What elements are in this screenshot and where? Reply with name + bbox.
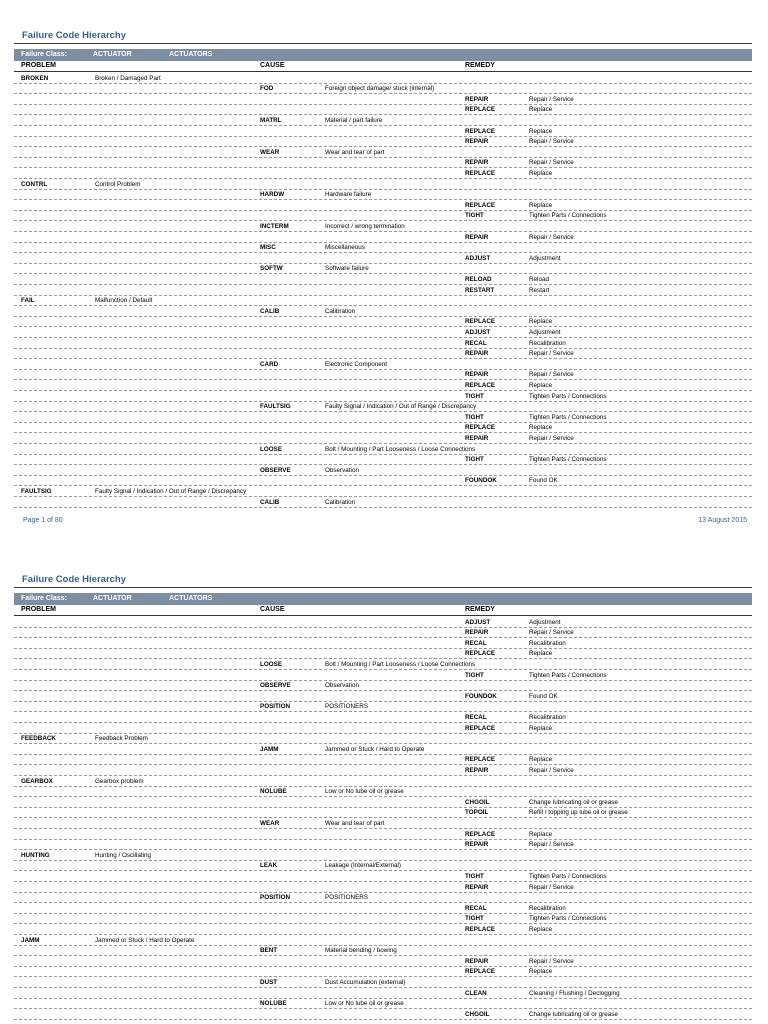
row-description: Repair / Service	[529, 629, 574, 637]
row-code: TIGHT	[465, 456, 484, 464]
row-code: REPAIR	[465, 841, 489, 849]
row-code: WEAR	[260, 819, 280, 827]
row-code: ADJUST	[465, 254, 491, 262]
table-row	[14, 808, 752, 819]
table-row	[14, 105, 752, 116]
row-description: Faulty Signal / Indication / Out of Range / Discrepancy	[325, 403, 477, 411]
failure-class-desc: ACTUATORS	[169, 51, 213, 58]
table-row	[14, 691, 752, 702]
table-row	[14, 723, 752, 734]
row-description: Replace	[529, 424, 553, 432]
row-description: Replace	[529, 381, 553, 389]
row-description: Recalibration	[529, 713, 566, 721]
row-description: Electronic Component	[325, 360, 387, 368]
row-code: LOOSE	[260, 445, 283, 453]
table-row	[14, 455, 752, 466]
row-code: RECAL	[465, 339, 487, 347]
row-code: LOOSE	[260, 660, 283, 668]
row-description: Tighten Parts / Connections	[529, 915, 607, 923]
table-row	[14, 988, 752, 999]
row-code: CALIB	[260, 307, 280, 315]
row-description: Malfunction / Default	[95, 297, 153, 305]
row-description: Low or No lube oil or grease	[325, 788, 404, 796]
table-row	[14, 903, 752, 914]
table-row	[14, 423, 752, 434]
column-header	[14, 605, 752, 616]
row-description: Broken / Damaged Part	[95, 74, 161, 82]
table-row	[14, 380, 752, 391]
row-description: Calibration	[325, 307, 356, 315]
row-description: Low or No lube oil or grease	[325, 1000, 404, 1008]
row-description: Wear and tear of part	[325, 148, 385, 156]
row-description: Material bending / bowing	[325, 947, 397, 955]
table-row	[14, 306, 752, 317]
row-description: Found OK	[529, 477, 558, 485]
row-code: REPLACE	[465, 830, 496, 838]
row-description: Hardware failure	[325, 191, 372, 199]
row-code: TIGHT	[465, 413, 484, 421]
row-description: Replace	[529, 724, 553, 732]
row-description: Reload	[529, 275, 549, 283]
table-row	[14, 158, 752, 169]
table-row	[14, 893, 752, 904]
table-row	[14, 147, 752, 158]
table-row	[14, 617, 752, 628]
row-description: Replace	[529, 201, 553, 209]
table-row	[14, 818, 752, 829]
row-code: REPAIR	[465, 957, 489, 965]
row-code: REPLACE	[465, 127, 496, 135]
row-description: Repair / Service	[529, 841, 574, 849]
row-code: WEAR	[260, 148, 280, 156]
row-description: Bolt / Mounting / Part Looseness / Loose Connections	[325, 445, 476, 453]
row-code: CALIB	[260, 498, 280, 506]
row-code: FEEDBACK	[21, 735, 56, 743]
row-description: Observation	[325, 466, 359, 474]
row-code: RECAL	[465, 904, 487, 912]
row-code: NOLUBE	[260, 1000, 287, 1008]
failure-class-bar	[14, 49, 752, 61]
table-row	[14, 712, 752, 723]
row-code: REPAIR	[465, 350, 489, 358]
row-description: Repair / Service	[529, 883, 574, 891]
row-description: Tighten Parts / Connections	[529, 212, 607, 220]
table-row	[14, 359, 752, 370]
row-description: Replace	[529, 106, 553, 114]
table-row	[14, 285, 752, 296]
row-code: JAMM	[260, 745, 279, 753]
row-code: GEARBOX	[21, 777, 53, 785]
row-code: REPLACE	[465, 424, 496, 432]
row-code: SOFTW	[260, 265, 283, 273]
column-remedy: REMEDY	[465, 606, 495, 613]
row-description: Material / part failure	[325, 116, 383, 124]
table-row	[14, 168, 752, 179]
table-row	[14, 628, 752, 639]
table-row	[14, 924, 752, 935]
row-code: TIGHT	[465, 872, 484, 880]
row-description: Repair / Service	[529, 957, 574, 965]
row-description: Replace	[529, 650, 553, 658]
table-row	[14, 702, 752, 713]
row-code: INCTERM	[260, 222, 289, 230]
row-description: Leakage (Internal/External)	[325, 862, 401, 870]
row-description: Repair / Service	[529, 371, 574, 379]
row-description: Restart	[529, 286, 550, 294]
row-description: Bolt / Mounting / Part Looseness / Loose Connections	[325, 660, 476, 668]
column-cause: CAUSE	[260, 606, 285, 613]
row-code: OBSERVE	[260, 682, 291, 690]
row-code: FAIL	[21, 297, 35, 305]
row-description: POSITIONERS	[325, 703, 369, 711]
row-code: RESTART	[465, 286, 495, 294]
table-row	[14, 338, 752, 349]
page-number: Page 1 of 80	[23, 517, 63, 524]
table-row	[14, 935, 752, 946]
table-row	[14, 967, 752, 978]
table-row	[14, 1009, 752, 1020]
row-code: HUNTING	[21, 851, 50, 859]
row-description: Refill / topping up lube oil or grease	[529, 809, 628, 817]
row-description: Calibration	[325, 498, 356, 506]
page-title: Failure Code Hierarchy	[22, 30, 127, 41]
row-description: Recalibration	[529, 904, 566, 912]
row-code: FOUNDOK	[465, 692, 497, 700]
row-code: REPAIR	[465, 766, 489, 774]
row-code: BENT	[260, 947, 278, 955]
failure-class-label: Failure Class:	[21, 595, 67, 602]
row-description: Adjustment	[529, 254, 561, 262]
row-code: FAULTSIG	[260, 403, 291, 411]
row-description: Repair / Service	[529, 350, 574, 358]
title-rule	[14, 43, 752, 44]
table-row	[14, 370, 752, 381]
table-row	[14, 84, 752, 95]
table-row	[14, 126, 752, 137]
row-code: TIGHT	[465, 915, 484, 923]
row-description: Replace	[529, 756, 553, 764]
table-row	[14, 861, 752, 872]
failure-class-bar	[14, 593, 752, 605]
row-description: Repair / Service	[529, 138, 574, 146]
row-code: POSITION	[260, 894, 291, 902]
row-description: Found OK	[529, 692, 558, 700]
row-description: Recalibration	[529, 639, 566, 647]
table-row	[14, 465, 752, 476]
row-code: TIGHT	[465, 392, 484, 400]
row-description: Feedback Problem	[95, 735, 148, 743]
row-code: BROKEN	[21, 74, 49, 82]
column-problem: PROBLEM	[21, 62, 56, 69]
table-row	[14, 232, 752, 243]
table-row	[14, 253, 752, 264]
row-code: REPAIR	[465, 371, 489, 379]
table-row	[14, 402, 752, 413]
row-description: Tighten Parts / Connections	[529, 456, 607, 464]
row-code: CHGOIL	[465, 798, 490, 806]
table-row	[14, 765, 752, 776]
row-code: FOUNDOK	[465, 477, 497, 485]
row-code: TOPOIL	[465, 809, 489, 817]
table-row	[14, 200, 752, 211]
table-row	[14, 755, 752, 766]
table-row	[14, 946, 752, 957]
table-row	[14, 296, 752, 307]
row-code: REPLACE	[465, 318, 496, 326]
title-rule	[14, 587, 752, 588]
table-row	[14, 317, 752, 328]
table-row	[14, 871, 752, 882]
row-code: RELOAD	[465, 275, 492, 283]
row-code: FAULTSIG	[21, 487, 52, 495]
table-row	[14, 977, 752, 988]
row-description: Software failure	[325, 265, 369, 273]
row-code: REPAIR	[465, 233, 489, 241]
table-row	[14, 94, 752, 105]
row-code: MISC	[260, 244, 276, 252]
failure-class-desc: ACTUATORS	[169, 595, 213, 602]
table-row	[14, 914, 752, 925]
row-description: Repair / Service	[529, 766, 574, 774]
table-row	[14, 211, 752, 222]
row-code: CARD	[260, 360, 279, 368]
row-description: Repair / Service	[529, 95, 574, 103]
table-row	[14, 179, 752, 190]
row-code: REPAIR	[465, 95, 489, 103]
failure-class-code: ACTUATOR	[93, 595, 132, 602]
row-code: ADJUST	[465, 328, 491, 336]
table-row	[14, 412, 752, 423]
table-row	[14, 476, 752, 487]
row-description: Miscellaneous	[325, 244, 365, 252]
row-code: REPLACE	[465, 201, 496, 209]
row-code: DUST	[260, 978, 278, 986]
row-code: REPAIR	[465, 629, 489, 637]
row-code: REPLACE	[465, 756, 496, 764]
table-row	[14, 433, 752, 444]
row-code: REPLACE	[465, 106, 496, 114]
table-row	[14, 349, 752, 360]
row-description: Replace	[529, 830, 553, 838]
row-description: Recalibration	[529, 339, 566, 347]
table-row	[14, 999, 752, 1010]
table-row	[14, 850, 752, 861]
row-description: Replace	[529, 127, 553, 135]
column-cause: CAUSE	[260, 62, 285, 69]
table-row	[14, 327, 752, 338]
row-description: Jammed or Stuck / Hard to Operate	[325, 745, 425, 753]
row-code: REPAIR	[465, 138, 489, 146]
row-description: Jammed or Stuck / Hard to Operate	[95, 936, 195, 944]
row-code: ADJUST	[465, 618, 491, 626]
row-code: RECAL	[465, 639, 487, 647]
row-description: Cleaning / Flushing / Declogging	[529, 989, 620, 997]
row-description: Repair / Service	[529, 434, 574, 442]
row-code: TIGHT	[465, 671, 484, 679]
row-code: REPLACE	[465, 381, 496, 389]
row-code: NOLUBE	[260, 788, 287, 796]
table-row	[14, 681, 752, 692]
row-description: Adjustment	[529, 618, 561, 626]
row-description: Dust Accumulation (external)	[325, 978, 406, 986]
row-code: CONTRL	[21, 180, 48, 188]
row-description: Replace	[529, 968, 553, 976]
table-row	[14, 776, 752, 787]
row-code: OBSERVE	[260, 466, 291, 474]
row-description: Hunting / Oscillating	[95, 851, 151, 859]
table-row	[14, 840, 752, 851]
row-code: TIGHT	[465, 212, 484, 220]
table-row	[14, 73, 752, 84]
row-code: REPLACE	[465, 968, 496, 976]
row-description: Incorrect / wrong termination	[325, 222, 405, 230]
row-description: Gearbox problem	[95, 777, 144, 785]
table-row	[14, 638, 752, 649]
table-row	[14, 274, 752, 285]
row-description: Faulty Signal / Indication / Out of Range / Discrepancy	[95, 487, 247, 495]
row-code: REPLACE	[465, 724, 496, 732]
table-row	[14, 744, 752, 755]
footer-date: 13 August 2015	[698, 517, 747, 524]
row-description: Change lubricating oil or grease	[529, 798, 618, 806]
row-description: Tighten Parts / Connections	[529, 392, 607, 400]
row-description: Change lubricating oil or grease	[529, 1010, 618, 1018]
table-row	[14, 734, 752, 745]
table-row	[14, 956, 752, 967]
table-row	[14, 264, 752, 275]
column-problem: PROBLEM	[21, 606, 56, 613]
row-description: Control Problem	[95, 180, 141, 188]
row-description: Replace	[529, 318, 553, 326]
table-row	[14, 787, 752, 798]
row-code: REPLACE	[465, 650, 496, 658]
row-code: LEAK	[260, 862, 278, 870]
table-row	[14, 137, 752, 148]
row-description: Tighten Parts / Connections	[529, 872, 607, 880]
row-description: Foreign object damage/ stuck (internal)	[325, 85, 435, 93]
row-description: Repair / Service	[529, 233, 574, 241]
table-row	[14, 391, 752, 402]
row-description: Adjustment	[529, 328, 561, 336]
table-row	[14, 115, 752, 126]
row-description: Wear and tear of part	[325, 819, 385, 827]
row-code: POSITION	[260, 703, 291, 711]
row-code: HARDW	[260, 191, 285, 199]
table-row	[14, 659, 752, 670]
table-row	[14, 797, 752, 808]
table-row	[14, 243, 752, 254]
row-description: Observation	[325, 682, 359, 690]
table-row	[14, 829, 752, 840]
table-row	[14, 882, 752, 893]
row-code: REPAIR	[465, 883, 489, 891]
row-code: CHGOIL	[465, 1010, 490, 1018]
row-description: POSITIONERS	[325, 894, 369, 902]
table-row	[14, 221, 752, 232]
row-description: Replace	[529, 169, 553, 177]
table-row	[14, 649, 752, 660]
row-code: RECAL	[465, 713, 487, 721]
row-code: REPLACE	[465, 925, 496, 933]
column-remedy: REMEDY	[465, 62, 495, 69]
row-code: MATRL	[260, 116, 282, 124]
row-description: Repair / Service	[529, 159, 574, 167]
row-description: Replace	[529, 925, 553, 933]
table-row	[14, 444, 752, 455]
failure-class-code: ACTUATOR	[93, 51, 132, 58]
table-row	[14, 486, 752, 497]
table-row	[14, 670, 752, 681]
column-header	[14, 61, 752, 72]
row-description: Tighten Parts / Connections	[529, 671, 607, 679]
row-code: REPLACE	[465, 169, 496, 177]
table-row	[14, 497, 752, 508]
failure-class-label: Failure Class:	[21, 51, 67, 58]
row-code: CLEAN	[465, 989, 487, 997]
row-description: Tighten Parts / Connections	[529, 413, 607, 421]
page-title: Failure Code Hierarchy	[22, 574, 127, 585]
row-code: REPAIR	[465, 159, 489, 167]
row-code: JAMM	[21, 936, 40, 944]
row-code: FOD	[260, 85, 274, 93]
table-row	[14, 190, 752, 201]
row-code: REPAIR	[465, 434, 489, 442]
